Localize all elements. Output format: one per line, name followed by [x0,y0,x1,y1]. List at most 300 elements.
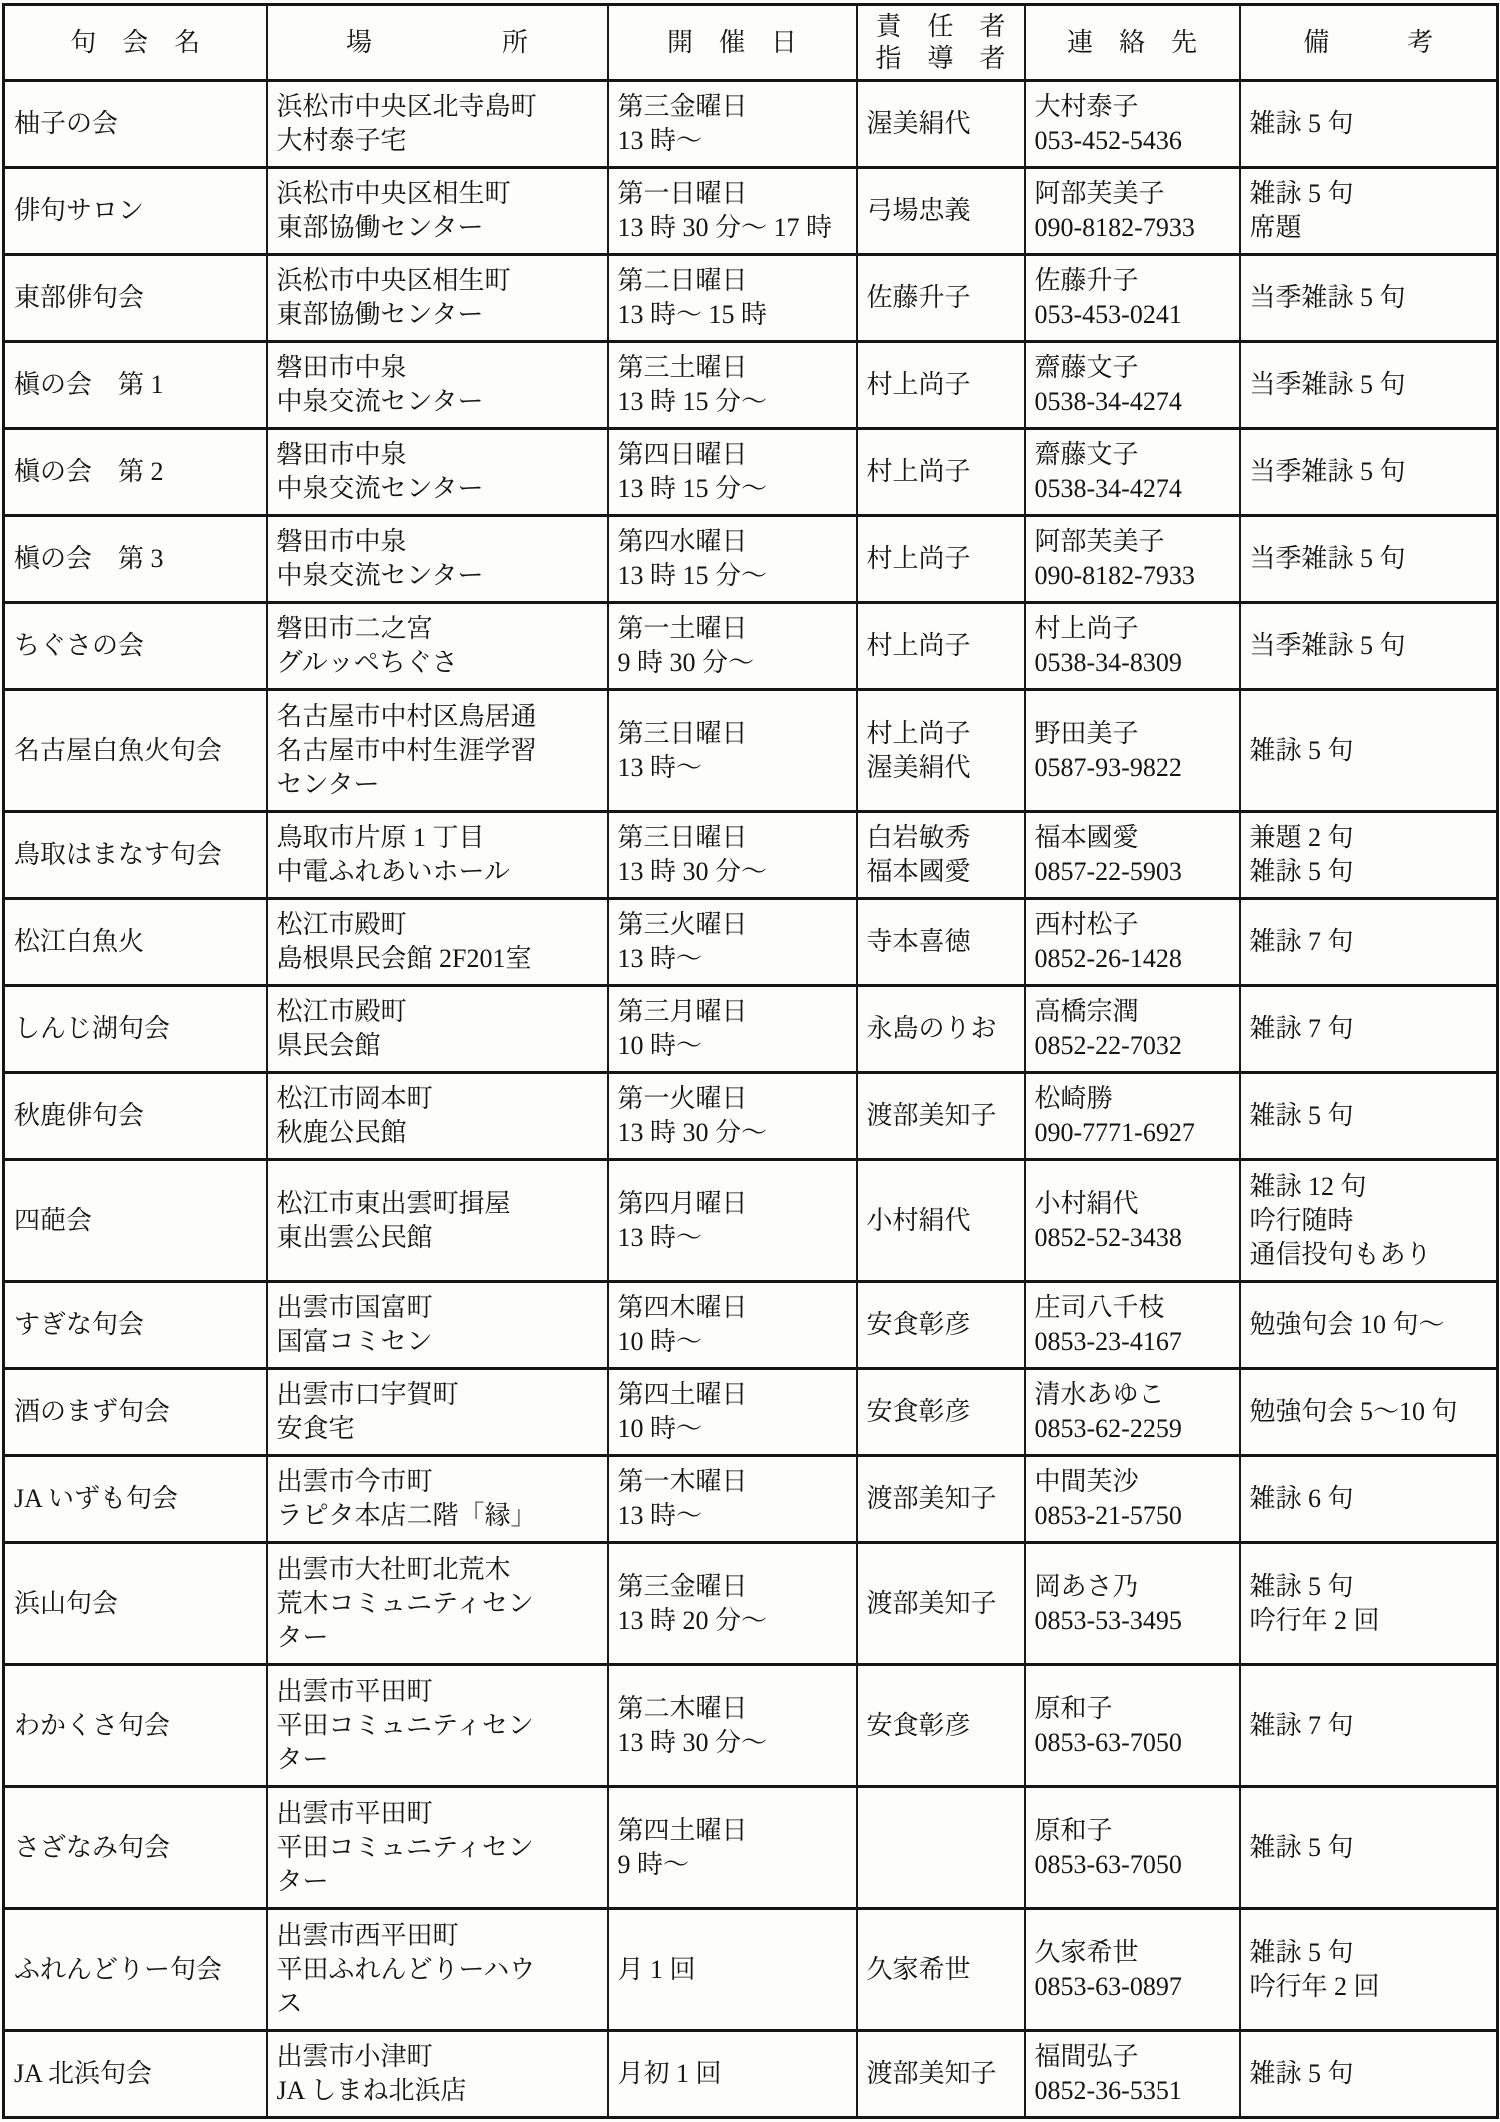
schedule-cell-line: 10 時〜 [617,1031,703,1060]
remarks-cell [1240,2031,1498,2118]
contact-cell-line: 0538-34-4274 [1034,474,1182,503]
contact-cell [1025,812,1240,899]
contact-cell [1025,1369,1240,1456]
header-remarks-label: 備 考 [1303,27,1434,57]
leader-cell [857,1543,1025,1665]
location-cell [267,986,608,1073]
remarks-cell [1240,81,1498,168]
table-row [4,1282,1498,1369]
header-remarks [1240,5,1498,81]
location-cell [267,1543,608,1665]
remarks-cell-line: 雑詠 5 句 [1249,1832,1354,1862]
remarks-cell-line: 席題 [1249,213,1302,242]
schedule-cell-line: 9 時〜 [617,1849,690,1879]
group-name-cell-line: JA いずも句会 [14,1484,178,1513]
remarks-cell-line: 雑詠 5 句 [1249,179,1354,208]
leader-cell [857,812,1025,899]
table-row [4,603,1498,690]
schedule-cell-line: 第一火曜日 [617,1084,748,1113]
contact-cell-line: 村上尚子 [1034,614,1139,643]
haiku-groups-table [2,3,1499,2119]
leader-cell-line: 小村絹代 [866,1205,971,1235]
header-date-label: 開 催 日 [666,27,797,57]
group-name-cell-line: 俳句サロン [14,196,145,225]
schedule-cell [608,1909,857,2031]
leader-cell [857,1282,1025,1369]
contact-cell-line: 佐藤升子 [1034,266,1139,295]
table-row [4,81,1498,168]
location-cell [267,899,608,986]
contact-cell-line: 福間弘子 [1034,2042,1139,2071]
group-name-cell-line: ちぐさの会 [14,631,145,660]
leader-cell [857,899,1025,986]
group-name-cell [4,168,267,255]
schedule-cell-line: 10 時〜 [617,1414,703,1443]
remarks-cell-line: 勉強句会 10 句〜 [1249,1310,1445,1339]
leader-cell-line: 寺本喜徳 [866,927,971,956]
location-cell [267,81,608,168]
group-name-cell-line: 四葩会 [14,1205,93,1235]
location-cell-line: ター [276,1866,329,1896]
remarks-cell-line: 雑詠 5 句 [1249,1101,1354,1130]
leader-cell [857,1665,1025,1787]
header-contact-label: 連 絡 先 [1066,27,1197,57]
remarks-cell-line: 雑詠 7 句 [1249,927,1354,956]
remarks-cell-line: 雑詠 5 句 [1249,857,1354,886]
header-group-name-label: 句 会 名 [70,27,201,57]
location-cell-line: 鳥取市片原 1 丁目 [276,823,485,852]
location-cell [267,1665,608,1787]
header-leader [857,5,1025,81]
group-name-cell [4,1665,267,1787]
contact-cell-line: 庄司八千枝 [1034,1293,1165,1322]
schedule-cell-line: 13 時〜 [617,1501,703,1530]
table-row [4,342,1498,429]
contact-cell [1025,168,1240,255]
contact-cell-line: 福本國愛 [1034,823,1139,852]
contact-cell-line: 0538-34-8309 [1034,648,1182,677]
leader-cell-line: 永島のりお [866,1014,997,1043]
header-date [608,5,857,81]
contact-cell-line: 0852-52-3438 [1034,1222,1182,1252]
schedule-cell [608,168,857,255]
schedule-cell-line: 第三土曜日 [617,353,748,382]
location-cell-line: 中電ふれあいホール [276,857,510,886]
schedule-cell-line: 第二木曜日 [617,1693,748,1723]
schedule-cell [608,690,857,812]
table-row [4,1543,1498,1665]
schedule-cell-line: 13 時 30 分〜 [617,1727,768,1757]
group-name-cell [4,899,267,986]
contact-cell-line: 久家希世 [1034,1937,1139,1967]
group-name-cell-line: 槇の会 第 3 [14,544,164,573]
group-name-cell [4,342,267,429]
contact-cell [1025,2031,1240,2118]
contact-cell-line: 053-453-0241 [1034,300,1182,329]
location-cell-line: 浜松市中央区相生町 [276,179,511,208]
group-name-cell-line: 酒のまず句会 [14,1397,171,1426]
leader-cell [857,1456,1025,1543]
location-cell-line: 出雲市今市町 [276,1467,433,1496]
location-cell-line: 島根県民会館 2F201室 [276,944,532,973]
table-row [4,690,1498,812]
group-name-cell [4,986,267,1073]
header-leader-line1: 責 任 者 [875,11,1006,41]
contact-cell [1025,1543,1240,1665]
contact-cell [1025,1160,1240,1282]
group-name-cell [4,1073,267,1160]
schedule-cell [608,899,857,986]
location-cell-line: 浜松市中央区相生町 [276,266,511,295]
schedule-cell [608,603,857,690]
contact-cell-line: 野田美子 [1034,718,1139,748]
location-cell-line: 磐田市中泉 [276,353,407,382]
leader-cell-line: 村上尚子 [866,631,971,660]
location-cell-line: 秋鹿公民館 [276,1118,407,1147]
contact-cell [1025,255,1240,342]
leader-cell [857,516,1025,603]
location-cell-line: 松江市東出雲町揖屋 [276,1188,511,1218]
remarks-cell-line: 雑詠 7 句 [1249,1014,1354,1043]
remarks-cell [1240,1543,1498,1665]
group-name-cell [4,1160,267,1282]
group-name-cell [4,1456,267,1543]
location-cell-line: 中泉交流センター [276,561,484,590]
contact-cell-line: 0853-23-4167 [1034,1327,1182,1356]
contact-cell [1025,1282,1240,1369]
schedule-cell-line: 第三火曜日 [617,910,748,939]
location-cell [267,1909,608,2031]
schedule-cell-line: 13 時 30 分〜 [617,857,768,886]
table-row [4,255,1498,342]
leader-cell [857,429,1025,516]
leader-cell [857,1787,1025,1909]
schedule-cell-line: 第三金曜日 [617,92,748,121]
remarks-cell-line: 雑詠 5 句 [1249,2059,1354,2088]
contact-cell-line: 中間芙沙 [1034,1467,1139,1496]
schedule-cell-line: 第一土曜日 [617,614,748,643]
remarks-cell-line: 当季雑詠 5 句 [1249,544,1406,573]
schedule-cell-line: 13 時〜 [617,944,703,973]
leader-cell-line: 村上尚子 [866,718,971,748]
group-name-cell [4,690,267,812]
leader-cell [857,1160,1025,1282]
contact-cell-line: 阿部芙美子 [1034,527,1165,556]
contact-cell-line: 松崎勝 [1034,1084,1113,1113]
location-cell-line: 磐田市中泉 [276,440,407,469]
remarks-cell [1240,986,1498,1073]
table-row [4,1073,1498,1160]
location-cell-line: 出雲市西平田町 [276,1920,459,1950]
table-row [4,1160,1498,1282]
schedule-cell [608,1456,857,1543]
group-name-cell [4,81,267,168]
location-cell [267,812,608,899]
contact-cell [1025,1665,1240,1787]
remarks-cell-line: 当季雑詠 5 句 [1249,283,1406,312]
header-group-name [4,5,267,81]
location-cell-line: 平田ふれんどりーハウ [276,1954,536,1984]
location-cell-line: 中泉交流センター [276,474,484,503]
leader-cell-line: 安食彰彦 [866,1310,971,1339]
leader-cell-line: 弓場忠義 [866,196,971,225]
schedule-cell-line: 第四水曜日 [617,527,748,556]
schedule-cell-line: 第四日曜日 [617,440,748,469]
schedule-cell-line: 13 時〜 [617,126,703,155]
schedule-cell-line: 第三日曜日 [617,718,748,748]
remarks-cell-line: 通信投句もあり [1249,1239,1432,1269]
location-cell-line: 松江市殿町 [276,910,407,939]
schedule-cell [608,1369,857,1456]
leader-cell-line: 福本國愛 [866,857,971,886]
location-cell-line: グルッペちぐさ [276,648,458,677]
schedule-cell-line: 13 時〜 [617,752,703,782]
contact-cell-line: 0853-62-2259 [1034,1414,1182,1443]
leader-cell-line: 渡部美知子 [866,2059,997,2088]
schedule-cell [608,1665,857,1787]
contact-cell-line: 0587-93-9822 [1034,752,1182,782]
table-body [4,81,1498,2118]
contact-cell-line: 090-8182-7933 [1034,213,1195,242]
remarks-cell-line: 雑詠 6 句 [1249,1484,1354,1513]
table-row [4,1665,1498,1787]
location-cell-line: センター [276,769,380,799]
contact-cell-line: 齋藤文子 [1034,353,1139,382]
contact-cell-line: 0852-22-7032 [1034,1031,1182,1060]
schedule-cell [608,1073,857,1160]
contact-cell [1025,986,1240,1073]
table-row [4,516,1498,603]
location-cell [267,2031,608,2118]
remarks-cell [1240,690,1498,812]
remarks-cell [1240,899,1498,986]
schedule-cell-line: 13 時 15 分〜 [617,387,768,416]
group-name-cell [4,603,267,690]
leader-cell-line: 村上尚子 [866,544,971,573]
contact-cell [1025,603,1240,690]
leader-cell [857,1909,1025,2031]
location-cell-line: 出雲市小津町 [276,2042,433,2071]
schedule-cell [608,812,857,899]
contact-cell-line: 090-7771-6927 [1034,1118,1195,1147]
table-row [4,168,1498,255]
schedule-cell-line: 第四土曜日 [617,1815,748,1845]
group-name-cell [4,812,267,899]
location-cell-line: 大村泰子宅 [276,126,407,155]
contact-cell-line: 清水あゆこ [1034,1380,1165,1409]
contact-cell-line: 高橋宗潤 [1034,997,1139,1026]
remarks-cell [1240,1456,1498,1543]
group-name-cell-line: 東部俳句会 [14,283,145,312]
contact-cell [1025,1073,1240,1160]
leader-cell [857,1073,1025,1160]
contact-cell-line: 0538-34-4274 [1034,387,1182,416]
schedule-cell-line: 月 1 回 [617,1954,696,1984]
leader-cell [857,2031,1025,2118]
contact-cell-line: 齋藤文子 [1034,440,1139,469]
group-name-cell-line: 秋鹿俳句会 [14,1101,145,1130]
leader-cell [857,168,1025,255]
group-name-cell [4,255,267,342]
contact-cell-line: 0852-26-1428 [1034,944,1182,973]
contact-cell-line: 090-8182-7933 [1034,561,1195,590]
schedule-cell-line: 第四木曜日 [617,1293,748,1322]
contact-cell [1025,429,1240,516]
leader-cell-line: 佐藤升子 [866,283,971,312]
leader-cell-line: 安食彰彦 [866,1397,971,1426]
remarks-cell [1240,1160,1498,1282]
table-row [4,986,1498,1073]
schedule-cell-line: 第一日曜日 [617,179,748,208]
location-cell-line: 名古屋市中村生涯学習 [276,735,537,765]
contact-cell-line: 西村松子 [1034,910,1139,939]
location-cell-line: 浜松市中央区北寺島町 [276,92,537,121]
location-cell [267,690,608,812]
leader-cell [857,690,1025,812]
location-cell-line: JA しまね北浜店 [276,2076,467,2105]
contact-cell-line: 0852-36-5351 [1034,2076,1182,2105]
table-row [4,812,1498,899]
location-cell-line: 荒木コミュニティセン [276,1588,534,1618]
location-cell-line: ラピタ本店二階「縁」 [276,1501,537,1530]
remarks-cell-line: 兼題 2 句 [1249,823,1354,852]
location-cell-line: ター [276,1744,329,1774]
schedule-cell-line: 13 時 20 分〜 [617,1605,768,1635]
schedule-cell-line: 第三月曜日 [617,997,748,1026]
remarks-cell-line: 当季雑詠 5 句 [1249,457,1406,486]
schedule-cell [608,516,857,603]
contact-cell [1025,516,1240,603]
table-row [4,429,1498,516]
group-name-cell-line: 松江白魚火 [14,927,145,956]
contact-cell-line: 0853-63-7050 [1034,1727,1182,1757]
contact-cell [1025,1787,1240,1909]
schedule-cell [608,429,857,516]
schedule-cell-line: 第四土曜日 [617,1380,748,1409]
location-cell-line: 国富コミセン [276,1327,433,1356]
group-name-cell [4,1369,267,1456]
remarks-cell-line: 勉強句会 5〜10 句 [1249,1397,1458,1426]
contact-cell [1025,1456,1240,1543]
contact-cell-line: 0853-63-7050 [1034,1849,1182,1879]
location-cell-line: 安食宅 [276,1414,355,1443]
contact-cell-line: 0853-21-5750 [1034,1501,1182,1530]
schedule-cell [608,1160,857,1282]
location-cell [267,1787,608,1909]
remarks-cell [1240,1909,1498,2031]
location-cell-line: 平田コミュニティセン [276,1710,534,1740]
header-location [267,5,608,81]
schedule-cell [608,1787,857,1909]
leader-cell [857,986,1025,1073]
schedule-cell-line: 第三金曜日 [617,1571,748,1601]
schedule-cell [608,81,857,168]
location-cell-line: 東部協働センター [276,300,484,329]
remarks-cell-line: 吟行年 2 回 [1249,1605,1380,1635]
schedule-cell-line: 13 時〜 [617,1222,703,1252]
contact-cell-line: 0853-63-0897 [1034,1971,1182,2001]
schedule-cell [608,1282,857,1369]
table-row [4,899,1498,986]
schedule-cell-line: 第二日曜日 [617,266,748,295]
remarks-cell [1240,168,1498,255]
location-cell-line: 中泉交流センター [276,387,484,416]
leader-cell-line: 白岩敏秀 [866,823,971,852]
leader-cell-line: 安食彰彦 [866,1710,971,1740]
leader-cell-line: 村上尚子 [866,370,971,399]
remarks-cell [1240,516,1498,603]
schedule-cell-line: 第一木曜日 [617,1467,748,1496]
remarks-cell [1240,342,1498,429]
remarks-cell-line: 雑詠 5 句 [1249,1937,1354,1967]
contact-cell-line: 岡あさ乃 [1034,1571,1139,1601]
location-cell-line: 出雲市大社町北荒木 [276,1554,511,1584]
remarks-cell-line: 雑詠 5 句 [1249,109,1354,138]
leader-cell-line: 渥美絹代 [866,752,971,782]
location-cell [267,1369,608,1456]
location-cell-line: 松江市岡本町 [276,1084,433,1113]
schedule-cell [608,1543,857,1665]
leader-cell [857,81,1025,168]
contact-cell-line: 0857-22-5903 [1034,857,1182,886]
leader-cell [857,342,1025,429]
schedule-cell [608,986,857,1073]
remarks-cell-line: 雑詠 12 句 [1249,1171,1367,1201]
group-name-cell [4,1909,267,2031]
location-cell [267,1282,608,1369]
group-name-cell-line: 槇の会 第 2 [14,457,164,486]
table-row [4,1456,1498,1543]
group-name-cell-line: 柚子の会 [14,109,119,138]
schedule-cell-line: 13 時 30 分〜 17 時 [617,213,833,242]
schedule-cell-line: 10 時〜 [617,1327,703,1356]
header-leader-line2: 指 導 者 [875,43,1006,73]
leader-cell-line: 渡部美知子 [866,1101,997,1130]
header-contact [1025,5,1240,81]
table-row [4,1787,1498,1909]
location-cell [267,1073,608,1160]
location-cell-line: 磐田市二之宮 [276,614,433,643]
location-cell [267,516,608,603]
remarks-cell-line: 当季雑詠 5 句 [1249,370,1406,399]
contact-cell [1025,342,1240,429]
group-name-cell-line: 鳥取はまなす句会 [14,840,223,869]
location-cell-line: 出雲市平田町 [276,1798,433,1828]
contact-cell-line: 053-452-5436 [1034,126,1182,155]
location-cell [267,1456,608,1543]
contact-cell-line: 0853-53-3495 [1034,1605,1182,1635]
contact-cell [1025,899,1240,986]
schedule-cell-line: 月初 1 回 [617,2059,722,2088]
remarks-cell [1240,1073,1498,1160]
schedule-cell-line: 第三日曜日 [617,823,748,852]
group-name-cell [4,2031,267,2118]
header-location-label: 場 所 [345,27,528,57]
group-name-cell-line: すぎな句会 [14,1310,145,1339]
contact-cell [1025,690,1240,812]
remarks-cell-line: 当季雑詠 5 句 [1249,631,1406,660]
contact-cell-line: 原和子 [1034,1693,1113,1723]
group-name-cell-line: 槇の会 第 1 [14,370,164,399]
remarks-cell [1240,255,1498,342]
group-name-cell [4,1543,267,1665]
remarks-cell-line: 吟行随時 [1249,1205,1354,1235]
group-name-cell [4,1787,267,1909]
remarks-cell-line: 吟行年 2 回 [1249,1971,1380,2001]
leader-cell-line: 渡部美知子 [866,1588,997,1618]
location-cell [267,255,608,342]
group-name-cell-line: 名古屋白魚火句会 [14,735,223,765]
